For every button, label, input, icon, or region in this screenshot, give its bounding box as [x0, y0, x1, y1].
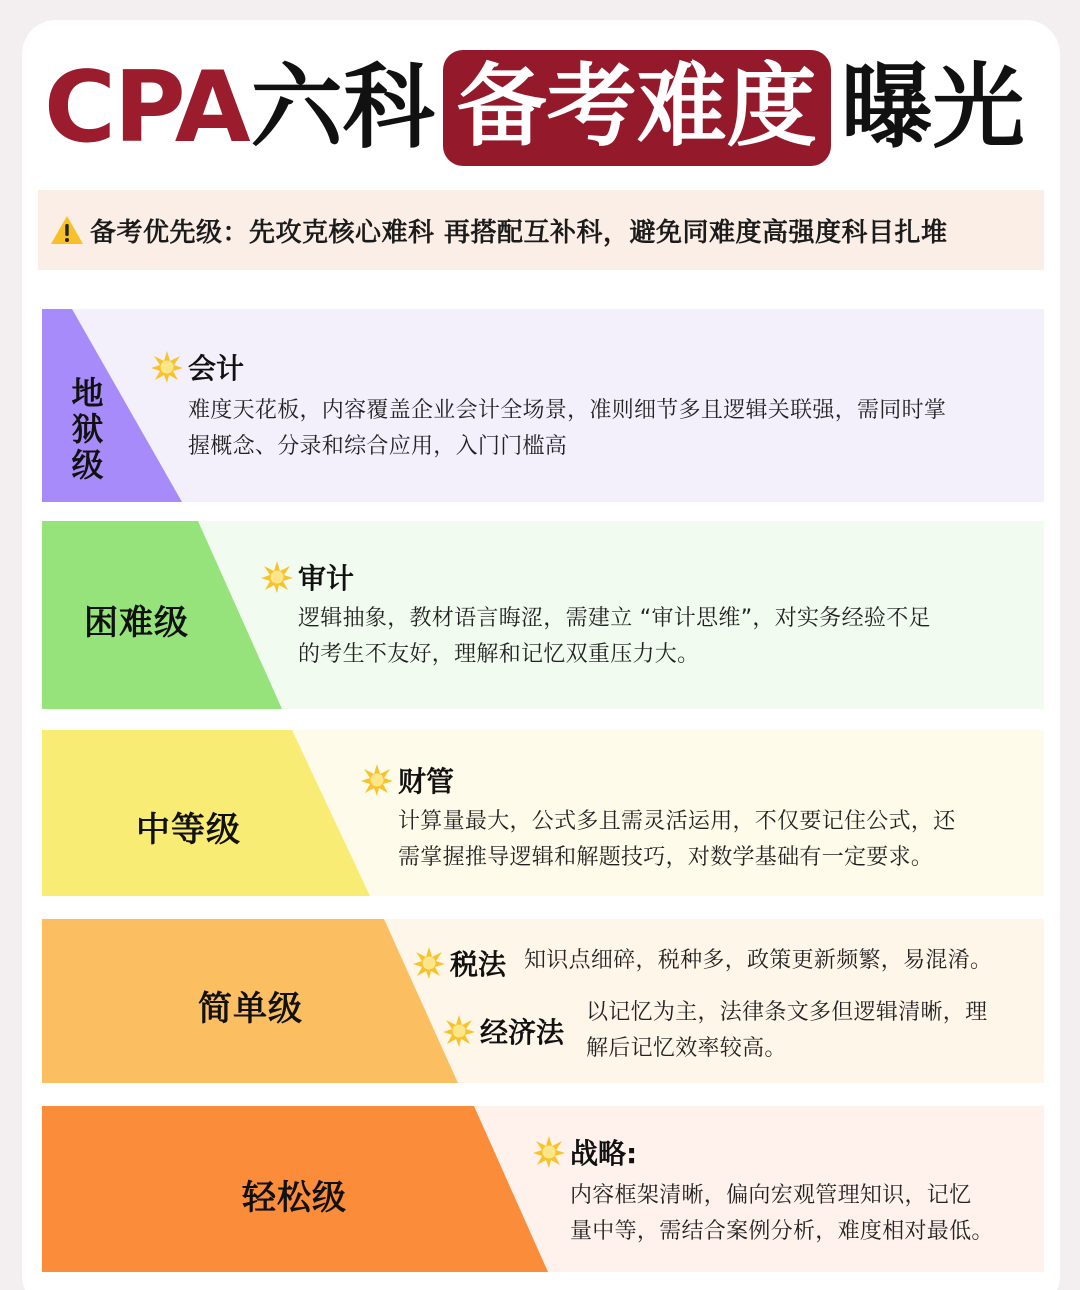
sun-icon — [532, 1135, 566, 1169]
notice-text: 备考优先级：先攻克核心难科 再搭配互补科，避免同难度高强度科目扎堆 — [90, 217, 948, 248]
sun-icon — [260, 560, 294, 594]
title-highlight: 备考难度 — [443, 50, 831, 166]
subject-strategy: 战略: — [532, 1132, 637, 1172]
tier-label: 简单级 — [198, 989, 303, 1029]
warning-icon — [50, 215, 84, 245]
tier-wedge — [42, 309, 182, 502]
priority-notice — [38, 190, 1044, 270]
subject-description: 逻辑抽象，教材语言晦涩，需建立 “审计思维”，对实务经验不足 的考生不友好，理解和记忆双重压力大。 — [298, 606, 931, 667]
title-cpa: CPA — [44, 51, 249, 165]
sun-icon — [412, 946, 446, 980]
subject-financial-management: 财管 — [360, 760, 454, 800]
tier-label: 困难级 — [84, 603, 189, 643]
subject-accounting: 会计 — [150, 347, 244, 387]
title-six-subjects: 六科 — [250, 54, 435, 161]
page-title — [44, 50, 1044, 166]
subject-description: 计算量最大，公式多且需灵活运用，不仅要记住公式，还 需掌握推导逻辑和解题技巧，对数学基础有一定要求。 — [398, 809, 956, 870]
subject-audit: 审计 — [260, 557, 354, 597]
tier-label: 轻松级 — [242, 1178, 347, 1218]
tier-label: 中等级 — [136, 810, 241, 850]
sun-icon — [442, 1014, 476, 1048]
title-reveal: 曝光 — [840, 54, 1025, 161]
sun-icon — [150, 350, 184, 384]
tier-label: 地 狱 级 — [71, 374, 105, 484]
tier-medium — [42, 730, 1044, 896]
subject-description: 以记忆为主，法律条文多但逻辑清晰，理 解后记忆效率较高。 — [586, 1000, 988, 1061]
tier-hard — [42, 521, 1044, 709]
subject-description: 知识点细碎，税种多，政策更新频繁，易混淆。 — [524, 948, 993, 973]
subject-economic-law: 经济法 — [442, 1011, 564, 1051]
sun-icon — [360, 763, 394, 797]
subject-tax-law: 税法 — [412, 943, 506, 983]
subject-description: 内容框架清晰，偏向宏观管理知识，记忆 量中等，需结合案例分析，难度相对最低。 — [570, 1183, 994, 1244]
tier-hell — [42, 309, 1044, 502]
tier-relaxed — [42, 1106, 1044, 1272]
tier-easy — [42, 919, 1044, 1083]
subject-description: 难度天花板，内容覆盖企业会计全场景，准则细节多且逻辑关联强，需同时掌 握概念、分录和综合应用，入门门槛高 — [188, 398, 947, 459]
